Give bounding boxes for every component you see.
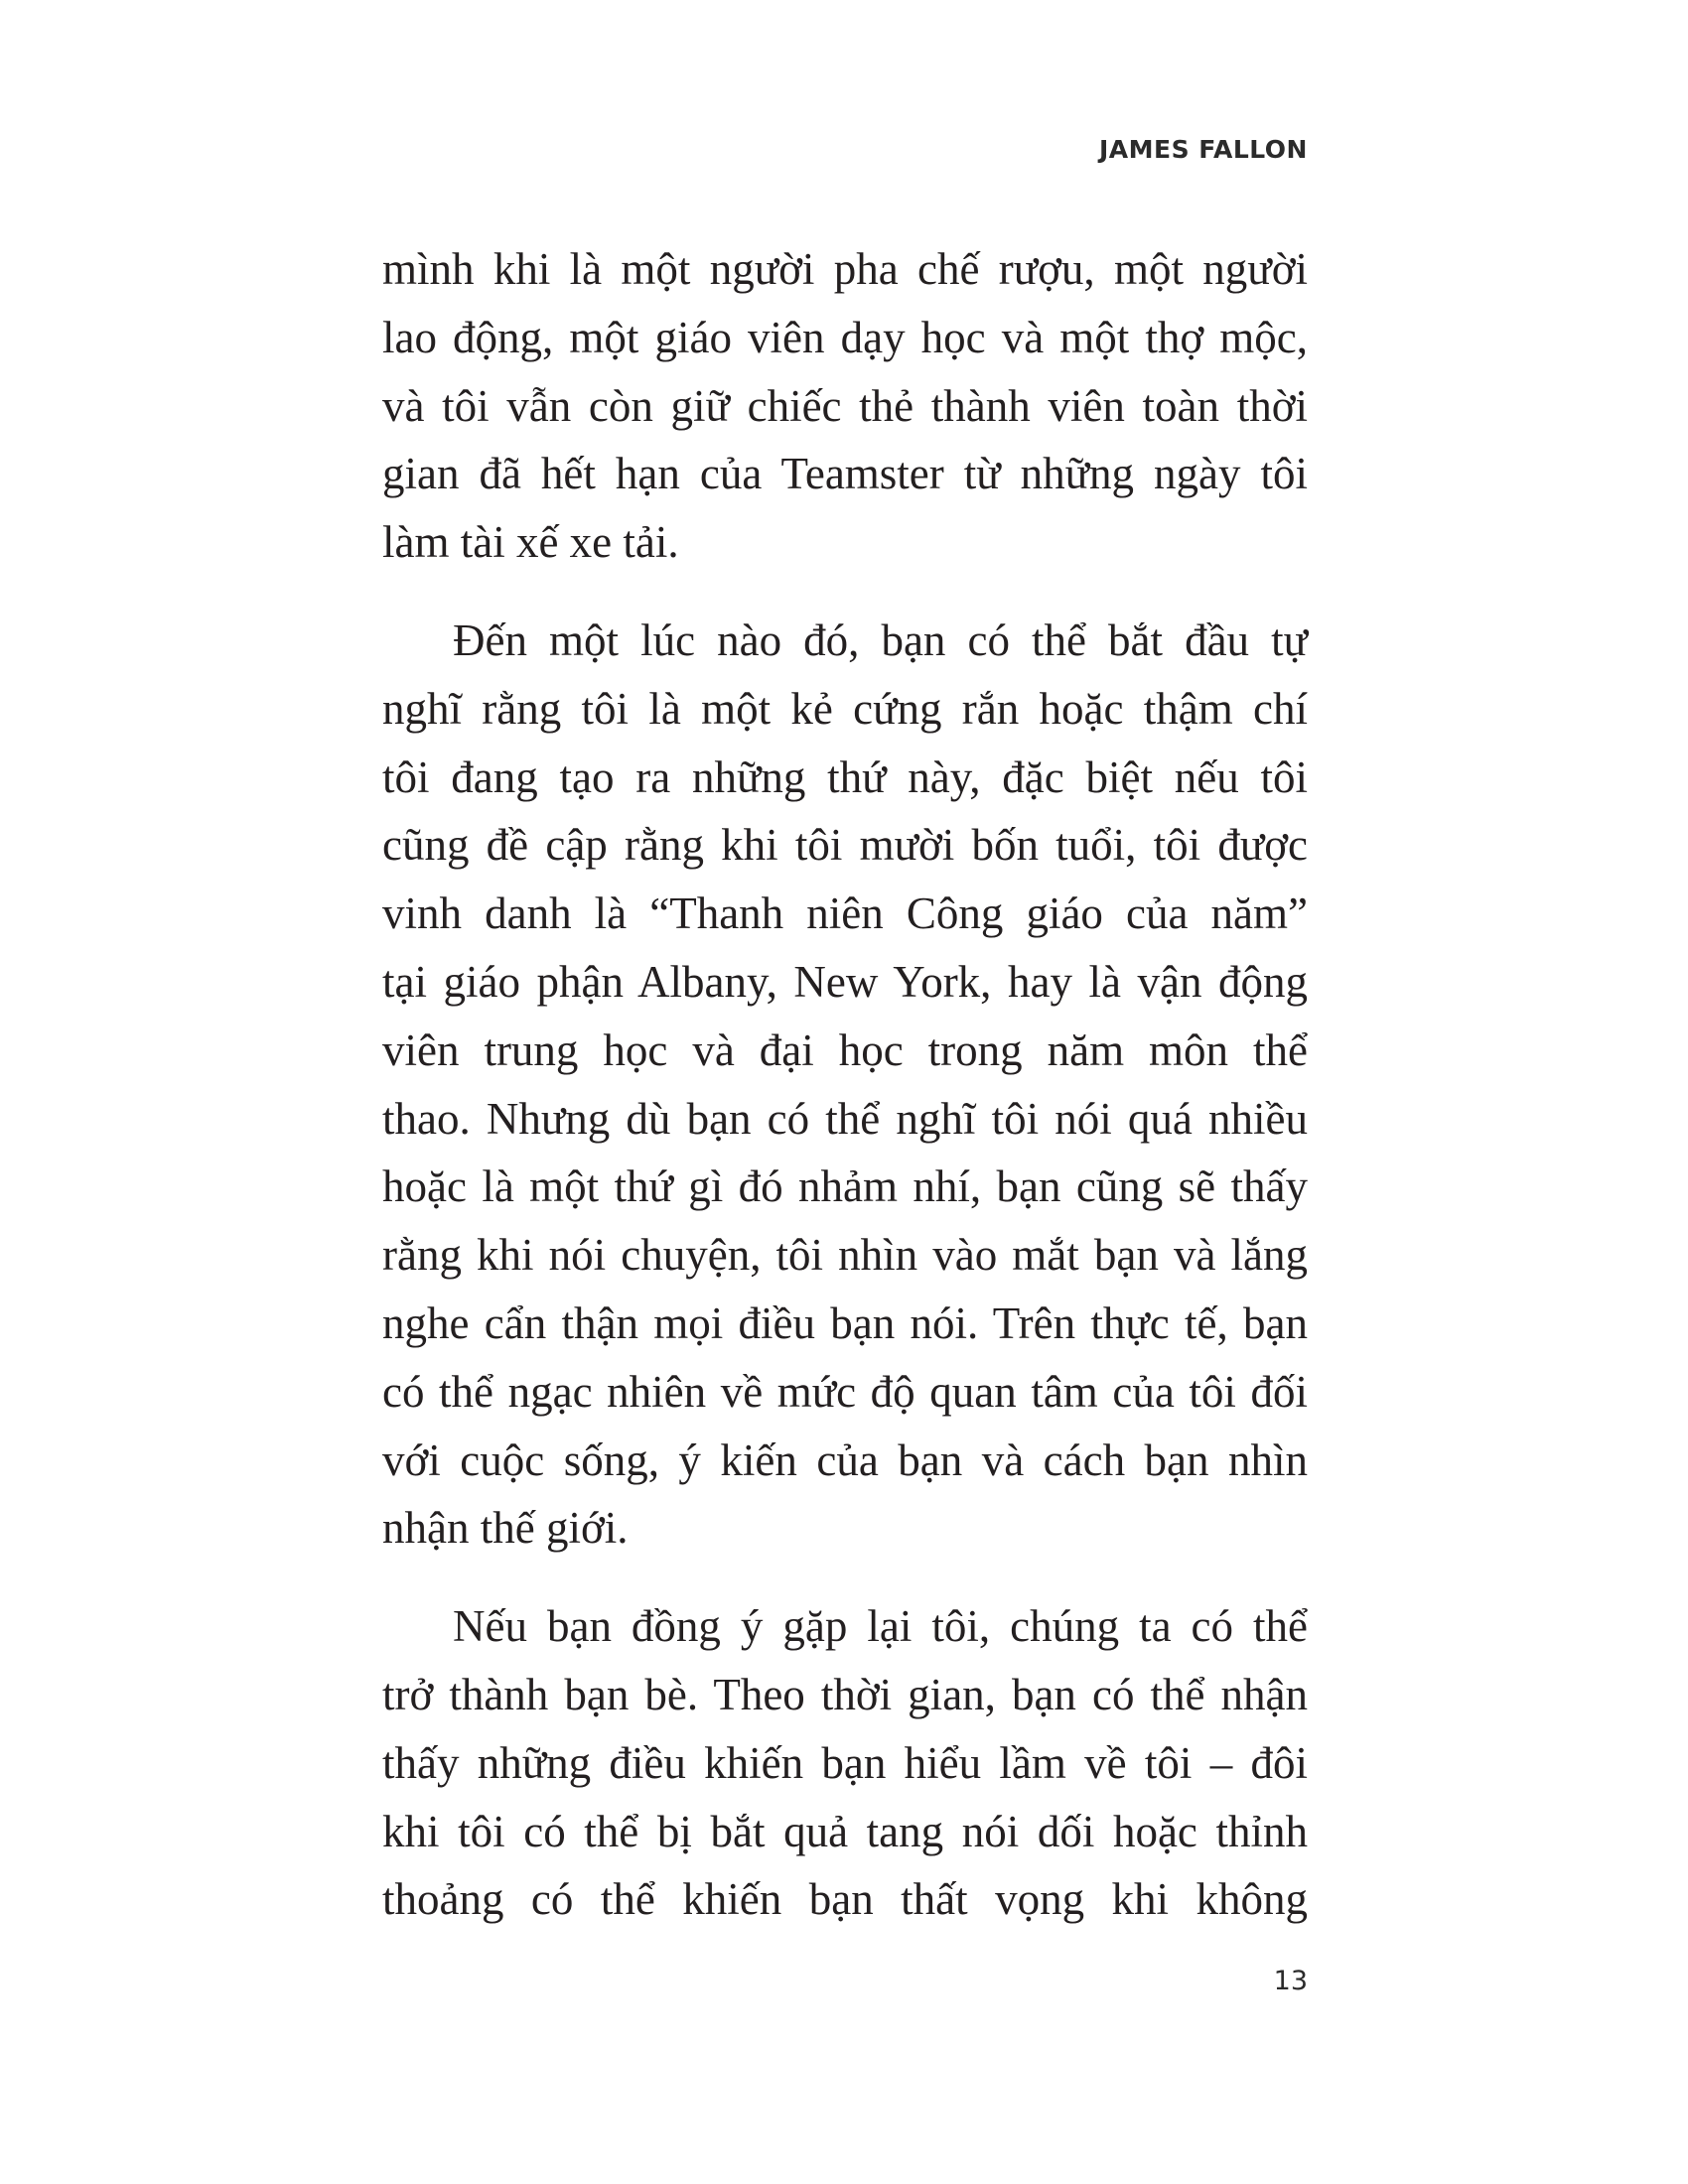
text-line: nghĩ rằng tôi là một kẻ cứng rắn hoặc thậm chí (382, 683, 1308, 734)
text-line: nhận thế giới. (382, 1503, 629, 1554)
paragraph (382, 607, 1308, 1563)
text-line: gian đã hết hạn của Teamster từ những ngày tôi (382, 449, 1308, 499)
text-line: thoảng có thể khiến bạn thất vọng khi không (382, 1874, 1308, 1925)
text-line: và tôi vẫn còn giữ chiếc thẻ thành viên toàn thời (382, 380, 1308, 431)
text-line: trở thành bạn bè. Theo thời gian, bạn có thể nhận (382, 1669, 1308, 1719)
text-line: tôi đang tạo ra những thứ này, đặc biệt nếu tôi (382, 751, 1308, 802)
text-line: thấy những điều khiến bạn hiểu lầm về tôi – đôi (382, 1737, 1308, 1788)
text-line: có thể ngạc nhiên về mức độ quan tâm của tôi đối (382, 1366, 1308, 1417)
text-line: tại giáo phận Albany, New York, hay là vận động (382, 956, 1308, 1007)
text-line: vinh danh là “Thanh niên Công giáo của năm” (382, 888, 1308, 939)
text-line: làm tài xế xe tải. (382, 517, 679, 568)
text-line: mình khi là một người pha chế rượu, một người (382, 244, 1308, 294)
text-line: hoặc là một thứ gì đó nhảm nhí, bạn cũng sẽ thấy (382, 1161, 1308, 1212)
body-text (382, 235, 1308, 1964)
text-line: cũng đề cập rằng khi tôi mười bốn tuổi, tôi được (382, 820, 1308, 871)
text-line: lao động, một giáo viên dạy học và một thợ mộc, (382, 312, 1308, 362)
paragraph (382, 235, 1308, 577)
text-line: thao. Nhưng dù bạn có thể nghĩ tôi nói quá nhiều (382, 1093, 1308, 1144)
page-number: 13 (1273, 1966, 1308, 1996)
text-line: rằng khi nói chuyện, tôi nhìn vào mắt bạn và lắng (382, 1230, 1308, 1281)
text-line: viên trung học và đại học trong năm môn thể (382, 1024, 1308, 1075)
text-line: khi tôi có thể bị bắt quả tang nói dối hoặc thỉnh (382, 1806, 1308, 1856)
text-line: Đến một lúc nào đó, bạn có thể bắt đầu tự (453, 614, 1308, 665)
text-line: Nếu bạn đồng ý gặp lại tôi, chúng ta có thể (453, 1601, 1308, 1652)
paragraph (382, 1592, 1308, 1934)
text-line: nghe cẩn thận mọi điều bạn nói. Trên thực tế, bạn (382, 1297, 1308, 1348)
running-head: JAMES FALLON (1098, 135, 1308, 164)
text-line: với cuộc sống, ý kiến của bạn và cách bạn nhìn (382, 1434, 1308, 1485)
